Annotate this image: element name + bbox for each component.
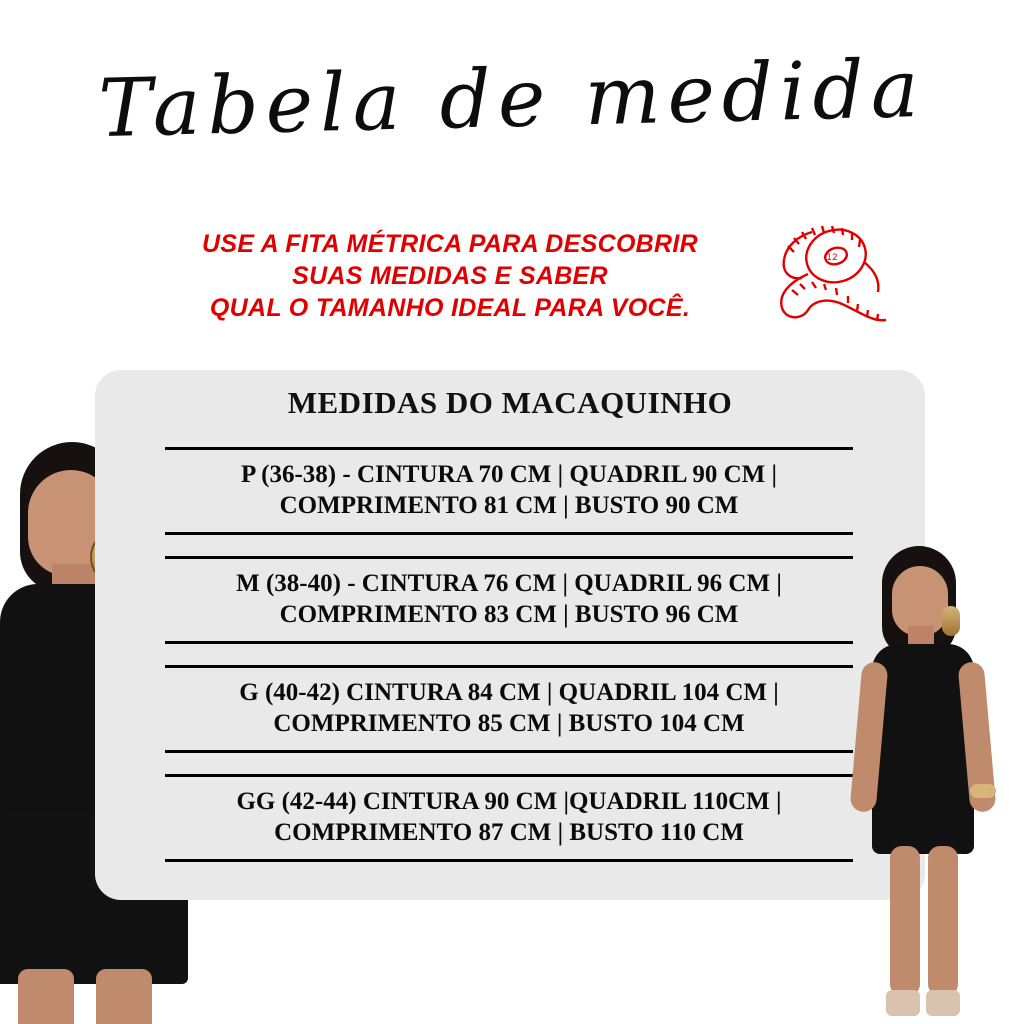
bracelet-icon (970, 784, 996, 798)
table-row (165, 665, 853, 753)
measuring-tape-icon (768, 216, 898, 344)
model-front-view-photo (830, 534, 1015, 1024)
model-shoe (886, 990, 920, 1016)
measurements-table (165, 447, 853, 862)
row-line-2: COMPRIMENTO 83 CM | BUSTO 96 CM (279, 601, 739, 628)
table-row (165, 556, 853, 644)
instruction-text (120, 228, 780, 324)
row-line-1: P (36-38) - CINTURA 70 CM | QUADRIL 90 CM | (241, 461, 777, 488)
table-row (165, 447, 853, 535)
page-title: Tabela de medida (97, 41, 927, 156)
row-line-2: COMPRIMENTO 87 CM | BUSTO 110 CM (274, 819, 744, 846)
model-shoe (926, 990, 960, 1016)
model-leg (928, 846, 958, 996)
row-line-1: GG (42-44) CINTURA 90 CM |QUADRIL 110CM | (236, 788, 782, 815)
instruction-line-2: SUAS MEDIDAS E SABER (292, 262, 608, 290)
model-leg (96, 969, 152, 1024)
earring-icon (942, 606, 960, 636)
svg-text:12: 12 (826, 253, 838, 263)
model-leg (890, 846, 920, 996)
instruction-line-3: QUAL O TAMANHO IDEAL PARA VOCÊ. (209, 294, 691, 322)
row-line-2: COMPRIMENTO 81 CM | BUSTO 90 CM (279, 492, 739, 519)
row-line-1: M (38-40) - CINTURA 76 CM | QUADRIL 96 CM | (236, 570, 782, 597)
instruction-line-1: USE A FITA MÉTRICA PARA DESCOBRIR (201, 230, 698, 258)
row-line-1: G (40-42) CINTURA 84 CM | QUADRIL 104 CM | (239, 679, 779, 706)
table-row (165, 774, 853, 862)
model-leg (18, 969, 74, 1024)
row-line-2: COMPRIMENTO 85 CM | BUSTO 104 CM (273, 710, 745, 737)
panel-title: MEDIDAS DO MACAQUINHO (287, 385, 733, 420)
